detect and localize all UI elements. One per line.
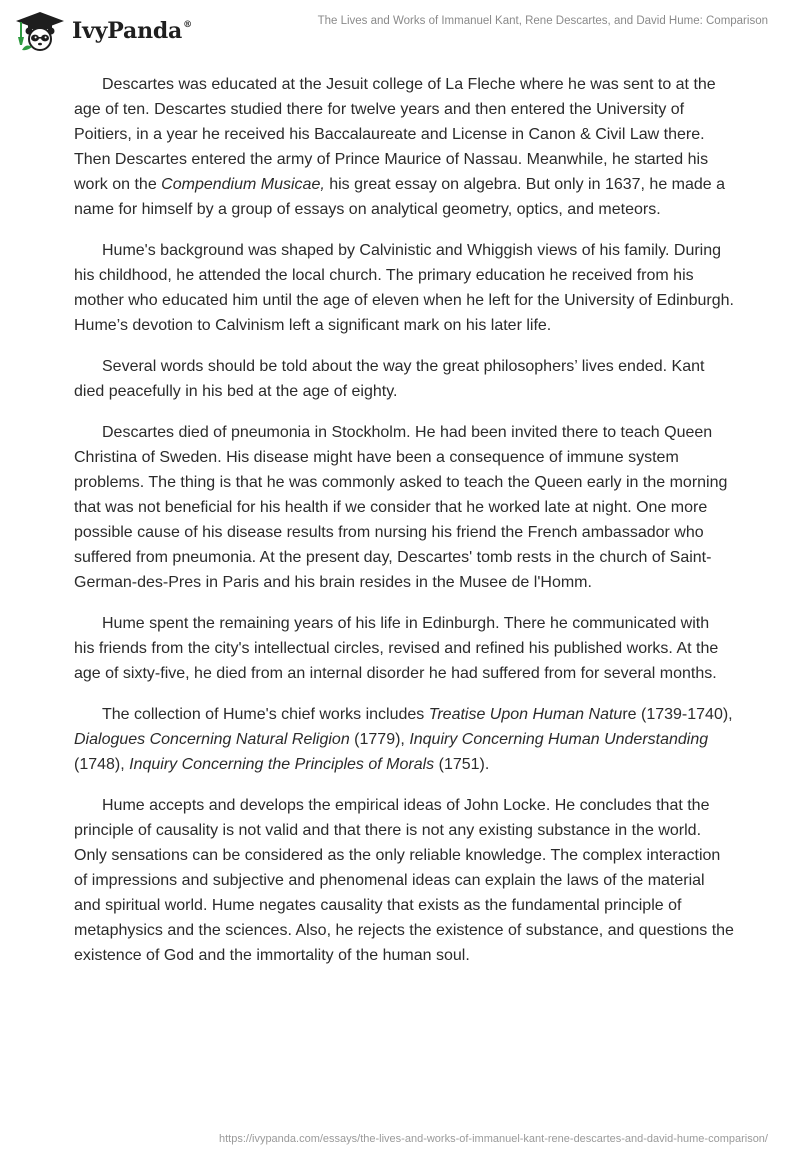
text-segment: (1779), [349,731,410,748]
italic-title: Inquiry Concerning Human Understanding [409,731,709,748]
page-header [0,0,800,60]
text-segment: Hume's background was shaped by Calvinistic and Whiggish views of his family. During his childhood, he attended the local church. The primary education he received from his mother who educated him until the age of eleven when he left for the University of Edinburgh. Hume’s devotion to Calvinism left a significant mark on his later life. [74,242,734,334]
italic-title: Treatise Upon Human Natu [428,706,623,723]
text-segment: Several words should be told about the way the great philosophers’ lives ended. Kant died peacefully in his bed at the age of eighty. [74,358,705,400]
text-segment: The collection of Hume's chief works includes [102,706,429,723]
italic-title: Inquiry Concerning the Principles of Morals [129,756,435,773]
paragraph [74,793,734,968]
text-segment: re (1739-1740), [622,706,733,723]
paragraph [74,354,734,404]
panda-graduate-icon [14,10,66,52]
registered-mark: ® [183,20,192,30]
ivypanda-logo[interactable] [14,10,192,52]
text-segment: his great essay on algebra. But only in 1637, he made a name for himself by a group of essays on analytical geometry, optics, and meteors. [74,176,726,218]
italic-title: Dialogues Concerning Natural Religion [74,731,350,748]
text-segment: Hume accepts and develops the empirical ideas of John Locke. He concludes that the principle of causality is not valid and that there is not any existing substance in the world. Only sensations can be considered as the only reliable knowledge. The complex interaction of impressions and subjective and phenomenal ideas can explain the laws of the material and spiritual world. Hume negates causality that exists as the fundamental principle of metaphysics and the sciences. Also, he rejects the existence of substance, and questions the existence of God and the immortality of the human soul. [74,797,734,964]
paragraph [74,72,734,222]
document-title: The Lives and Works of Immanuel Kant, Rene Descartes, and David Hume: Comparison [317,15,768,27]
paragraph [74,611,734,686]
source-url[interactable]: https://ivypanda.com/essays/the-lives-and-works-of-immanuel-kant-rene-descartes-and-david-hume-comparison/ [218,1133,768,1145]
text-segment: (1748), [74,756,130,773]
brand-name: IvyPanda® [72,18,192,44]
text-segment: Descartes was educated at the Jesuit college of La Fleche where he was sent to at the age of ten. Descartes studied there for twelve years and then entered the University of Poitiers, in a year he received his Baccalaureate and License in Canon & Civil Law there. Then Descartes entered the army of Prince Maurice of Nassau. Meanwhile, he started his work on the [74,76,716,193]
text-segment: (1751). [434,756,490,773]
essay-body [74,72,734,984]
paragraph [74,420,734,595]
italic-title: Compendium Musicae, [161,176,325,193]
paragraph [74,238,734,338]
text-segment: Hume spent the remaining years of his life in Edinburgh. There he communicated with his friends from the city's intellectual circles, revised and refined his published works. At the age of sixty-five, he died from an internal disorder he had suffered from for several months. [74,615,719,682]
text-segment: Descartes died of pneumonia in Stockholm. He had been invited there to teach Queen Christina of Sweden. His disease might have been a consequence of immune system problems. The thing is that he was commonly asked to teach the Queen early in the morning that was not beneficial for his health if we consider that he worked late at night. One more possible cause of his disease results from nursing his friend the French ambassador who suffered from pneumonia. At the present day, Descartes' tomb rests in the church of Saint-German-des-Pres in Paris and his brain resides in the Musee de l'Homm. [74,424,728,591]
paragraph [74,702,734,777]
